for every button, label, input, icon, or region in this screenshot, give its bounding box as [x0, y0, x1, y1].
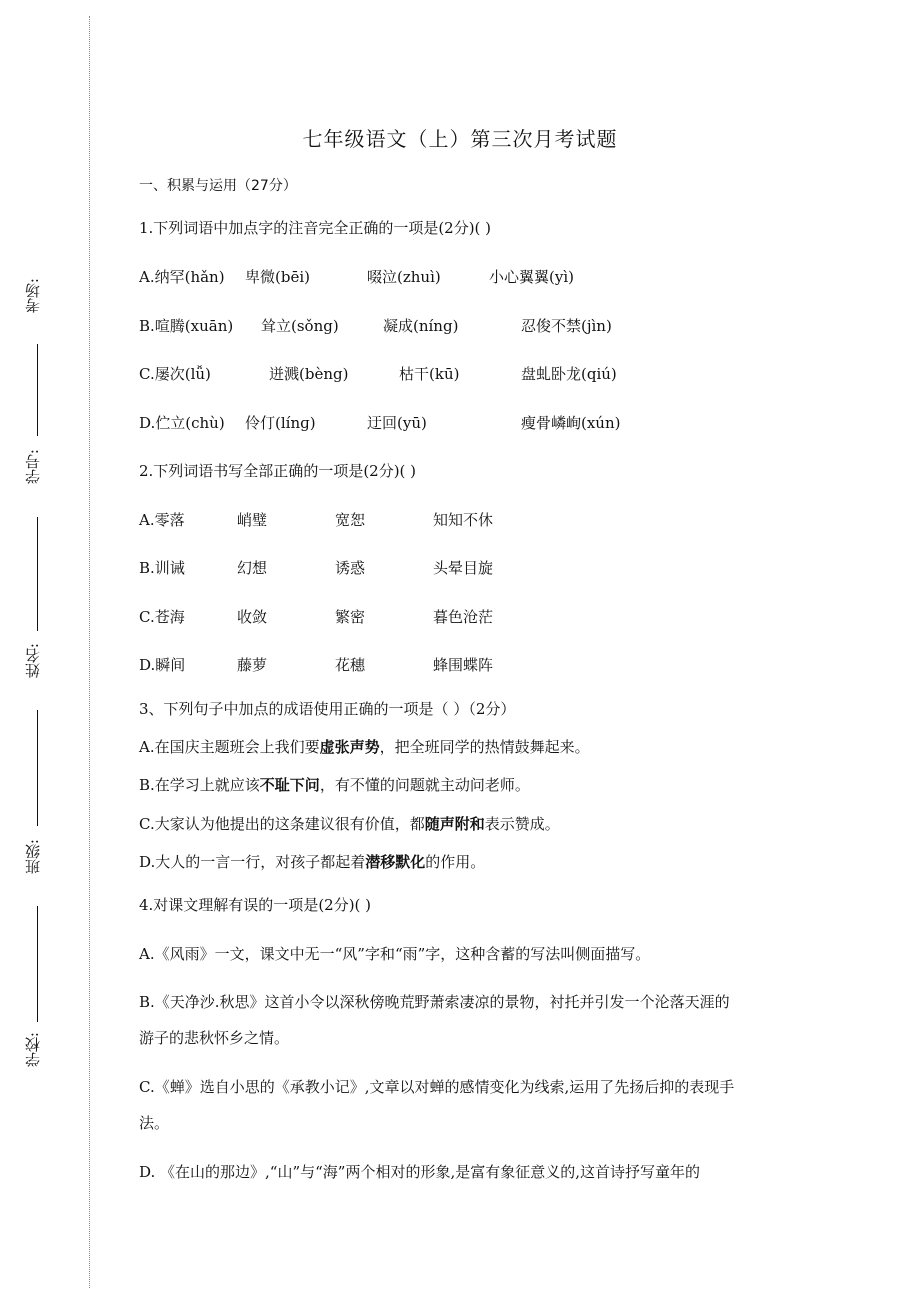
sentence-text: ，把全班同学的热情鼓舞起来。: [379, 738, 590, 756]
idiom-highlight: 随声附和: [424, 815, 485, 833]
q4-option-c-line1: C.《蝉》选自小思的《承教小记》,文章以对蝉的感情变化为线索,运用了先扬后抑的表现手: [139, 1078, 735, 1096]
q3-option-c: [139, 813, 560, 835]
option-cell: A.零落: [139, 511, 185, 529]
sentence-text: D.大人的一言一行，对孩子都起着: [139, 853, 366, 871]
option-cell: 伶仃(línɡ): [245, 414, 316, 432]
q4-option-a: A.《风雨》一文，课文中无一“风”字和“雨”字，这种含蓄的写法叫侧面描写。: [139, 945, 651, 963]
option-cell: 啜泣(zhuì): [367, 268, 441, 286]
idiom-highlight: 虚张声势: [319, 738, 380, 756]
q1-option-d: [139, 412, 759, 434]
q4-option-c-line2: 法。: [139, 1114, 170, 1132]
option-cell: 小心翼翼(yì): [489, 268, 574, 286]
sentence-text: C.大家认为他提出的这条建议很有价值，都: [139, 815, 425, 833]
option-cell: 藤萝: [237, 656, 268, 674]
q2-option-d: [139, 654, 559, 676]
q4-option-b-line1: B.《天净沙.秋思》这首小令以深秋傍晚荒野萧索凄凉的景物，衬托并引发一个沦落天涯的: [139, 993, 730, 1011]
option-cell: 峭璧: [237, 511, 268, 529]
option-cell: 瘦骨嶙峋(xún): [521, 414, 621, 432]
q2-option-c: [139, 606, 559, 628]
q2-option-b: [139, 557, 559, 579]
sentence-text: 表示赞成。: [484, 815, 560, 833]
sentence-text: ，有不懂的问题就主动问老师。: [319, 776, 530, 794]
q4-option-d-line1: D. 《在山的那边》,“山”与“海”两个相对的形象,是富有象征意义的,这首诗抒写童年的: [139, 1163, 701, 1181]
option-cell: 枯干(kū): [399, 365, 460, 383]
option-cell: 暮色沧茫: [433, 608, 494, 626]
q4-option-b-line2: 游子的悲秋怀乡之情。: [139, 1029, 290, 1047]
question-1-stem: 1.下列词语中加点字的注音完全正确的一项是(2分)( ): [139, 219, 492, 237]
class-line[interactable]: [37, 906, 38, 1022]
student-id-line[interactable]: [37, 517, 38, 631]
option-cell: 凝成(níng): [383, 317, 459, 335]
option-cell: 迸溅(bèng): [269, 365, 349, 383]
dotted-cut-line: [89, 16, 90, 1288]
name-label: 姓名:: [24, 643, 42, 679]
page-title: 七年级语文（上）第三次月考试题: [302, 127, 618, 151]
option-cell: C.苍海: [139, 608, 185, 626]
question-4-stem: 4.对课文理解有误的一项是(2分)( ): [139, 896, 372, 914]
q1-option-b: [139, 315, 759, 337]
option-cell: 头晕目旋: [433, 559, 494, 577]
option-cell: 幻想: [237, 559, 268, 577]
q3-option-a: [139, 736, 590, 758]
option-cell: 忍俊不禁(jìn): [521, 317, 612, 335]
option-cell: 诱惑: [335, 559, 366, 577]
class-label: 班级:: [24, 839, 42, 875]
section-heading: 一、积累与运用（27分）: [139, 178, 297, 194]
option-cell: 宽恕: [335, 511, 366, 529]
q3-option-d: [139, 851, 485, 873]
question-2-stem: 2.下列词语书写全部正确的一项是(2分)( ): [139, 462, 417, 480]
sentence-text: B.在学习上就应该: [139, 776, 260, 794]
question-3-stem: 3、下列句子中加点的成语使用正确的一项是（ ）（2分）: [139, 700, 516, 718]
option-cell: A.纳罕(hǎn): [139, 268, 225, 286]
q3-option-b: [139, 774, 530, 796]
sentence-text: A.在国庆主题班会上我们要: [139, 738, 320, 756]
option-cell: 耸立(sǒng): [261, 317, 339, 335]
option-cell: 花穗: [335, 656, 366, 674]
option-cell: D.瞬间: [139, 656, 186, 674]
option-cell: B.训诫: [139, 559, 185, 577]
student-id-label: 学号:: [24, 449, 42, 485]
option-cell: 繁密: [335, 608, 366, 626]
q1-option-c: [139, 363, 759, 385]
exam-room-line[interactable]: [37, 344, 38, 436]
option-cell: 收敛: [237, 608, 268, 626]
option-cell: 迂回(yū): [367, 414, 427, 432]
idiom-highlight: 不耻下问: [259, 776, 320, 794]
option-cell: 知知不休: [433, 511, 494, 529]
name-line[interactable]: [37, 710, 38, 826]
q2-option-a: [139, 509, 559, 531]
option-cell: 卑微(bēi): [245, 268, 310, 286]
sentence-text: 的作用。: [425, 853, 486, 871]
option-cell: D.伫立(chù): [139, 414, 225, 432]
exam-room-label: 考场:: [24, 278, 42, 314]
school-label: 学校:: [24, 1032, 42, 1068]
idiom-highlight: 潜移默化: [365, 853, 426, 871]
q1-option-a: [139, 266, 759, 288]
option-cell: 蜂围蝶阵: [433, 656, 494, 674]
option-cell: 盘虬卧龙(qiú): [521, 365, 617, 383]
option-cell: C.屡次(lǚ): [139, 365, 211, 383]
option-cell: B.喧腾(xuān): [139, 317, 234, 335]
